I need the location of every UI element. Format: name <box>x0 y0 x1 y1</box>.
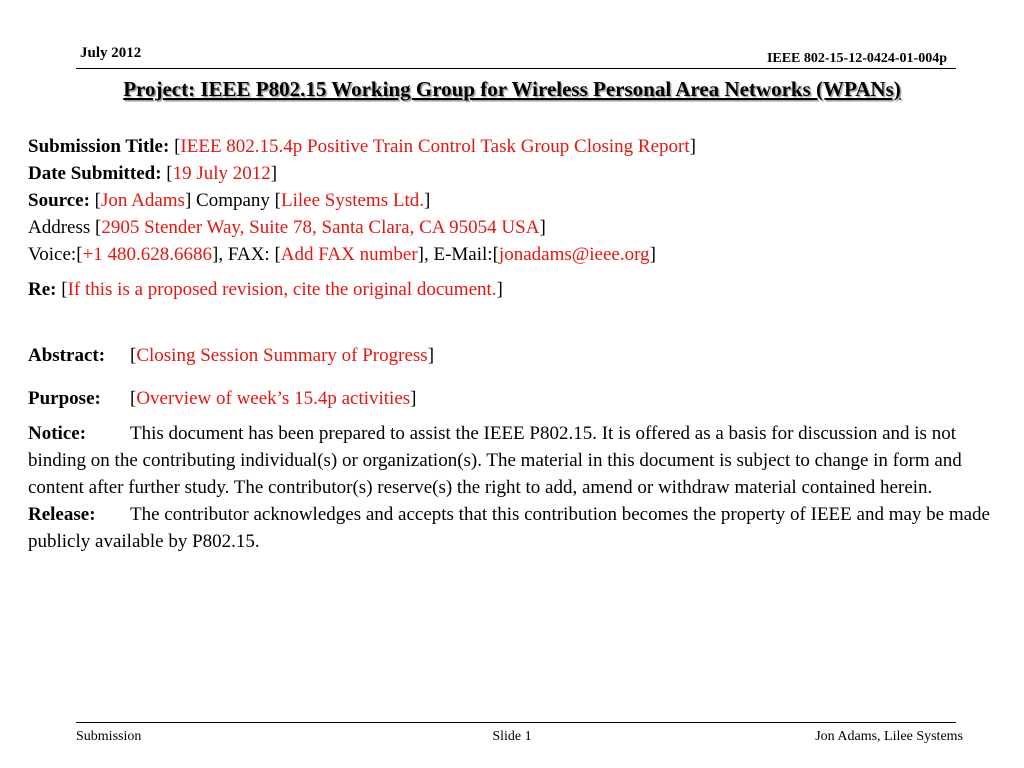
footer-submission: Submission <box>76 729 142 744</box>
slide-body <box>28 133 1018 555</box>
date-submitted-value: 19 July 2012 <box>172 163 271 184</box>
voice-label: Voice: <box>28 244 77 265</box>
project-title: Project: IEEE P802.15 Working Group for Wireless Personal Area Networks (WPANs) <box>123 77 901 101</box>
header-date: July 2012 <box>80 45 142 61</box>
header-divider <box>76 68 956 69</box>
email-label: E-Mail: <box>433 244 493 265</box>
re-value: If this is a proposed revision, cite the original document. <box>67 279 497 300</box>
submission-title-label: Submission Title: <box>28 136 170 157</box>
address-value: 2905 Stender Way, Suite 78, Santa Clara, CA 95054 USA <box>101 217 540 238</box>
re-line: Re: [If this is a proposed revision, cite the original document.] <box>28 279 503 300</box>
fax-label: FAX: <box>227 244 270 265</box>
voice-value: +1 480.628.6686 <box>82 244 212 265</box>
abstract-label: Abstract: <box>28 345 106 366</box>
header-doc-number: IEEE 802-15-12-0424-01-004p <box>766 51 947 66</box>
submission-title-line: Submission Title: [IEEE 802.15.4p Positive Train Control Task Group Closing Report] <box>28 136 696 157</box>
purpose-value: Overview of week’s 15.4p activities <box>136 388 411 409</box>
notice-text: This document has been prepared to assist the IEEE P802.15. It is offered as a basis for discussion and is not binding on the contributing individual(s) or organization(s). The material in this document is subject to change in form and content after further study. The contributor(s) reserve(s) the right to add, amend or withdraw material contained herein. <box>28 423 962 498</box>
source-label: Source: <box>28 190 90 211</box>
notice-label: Notice: <box>28 423 87 444</box>
footer-slide-number: Slide 1 <box>492 729 532 744</box>
release-text: The contributor acknowledges and accepts that this contribution becomes the property of IEEE and may be made publicly available by P802.15. <box>28 504 990 552</box>
email-value: jonadams@ieee.org <box>498 244 650 265</box>
source-name: Jon Adams <box>101 190 185 211</box>
company-label: Company <box>196 190 270 211</box>
contact-line: Voice:[+1 480.628.6686], FAX: [Add FAX number], E-Mail:[jonadams@ieee.org] <box>28 244 656 265</box>
abstract-value: Closing Session Summary of Progress <box>136 345 428 366</box>
abstract-line: Abstract: [Closing Session Summary of Progress] <box>28 342 1018 369</box>
re-label: Re: <box>28 279 57 300</box>
address-label: Address <box>28 217 91 238</box>
fax-value: Add FAX number <box>280 244 418 265</box>
release-paragraph <box>28 501 1018 555</box>
source-line: Source: [Jon Adams] Company [Lilee Systems Ltd.] <box>28 190 431 211</box>
company-value: Lilee Systems Ltd. <box>280 190 424 211</box>
notice-paragraph <box>28 420 1018 501</box>
date-submitted-line: Date Submitted: [19 July 2012] <box>28 163 278 184</box>
submission-title-value: IEEE 802.15.4p Positive Train Control Task Group Closing Report <box>180 136 690 157</box>
purpose-line: Purpose: [Overview of week’s 15.4p activities] <box>28 385 1018 412</box>
purpose-label: Purpose: <box>28 388 101 409</box>
footer-author: Jon Adams, Lilee Systems <box>815 729 963 744</box>
release-label: Release: <box>28 504 96 525</box>
footer-divider <box>76 722 956 723</box>
address-line: Address [2905 Stender Way, Suite 78, Santa Clara, CA 95054 USA] <box>28 217 546 238</box>
date-submitted-label: Date Submitted: <box>28 163 162 184</box>
